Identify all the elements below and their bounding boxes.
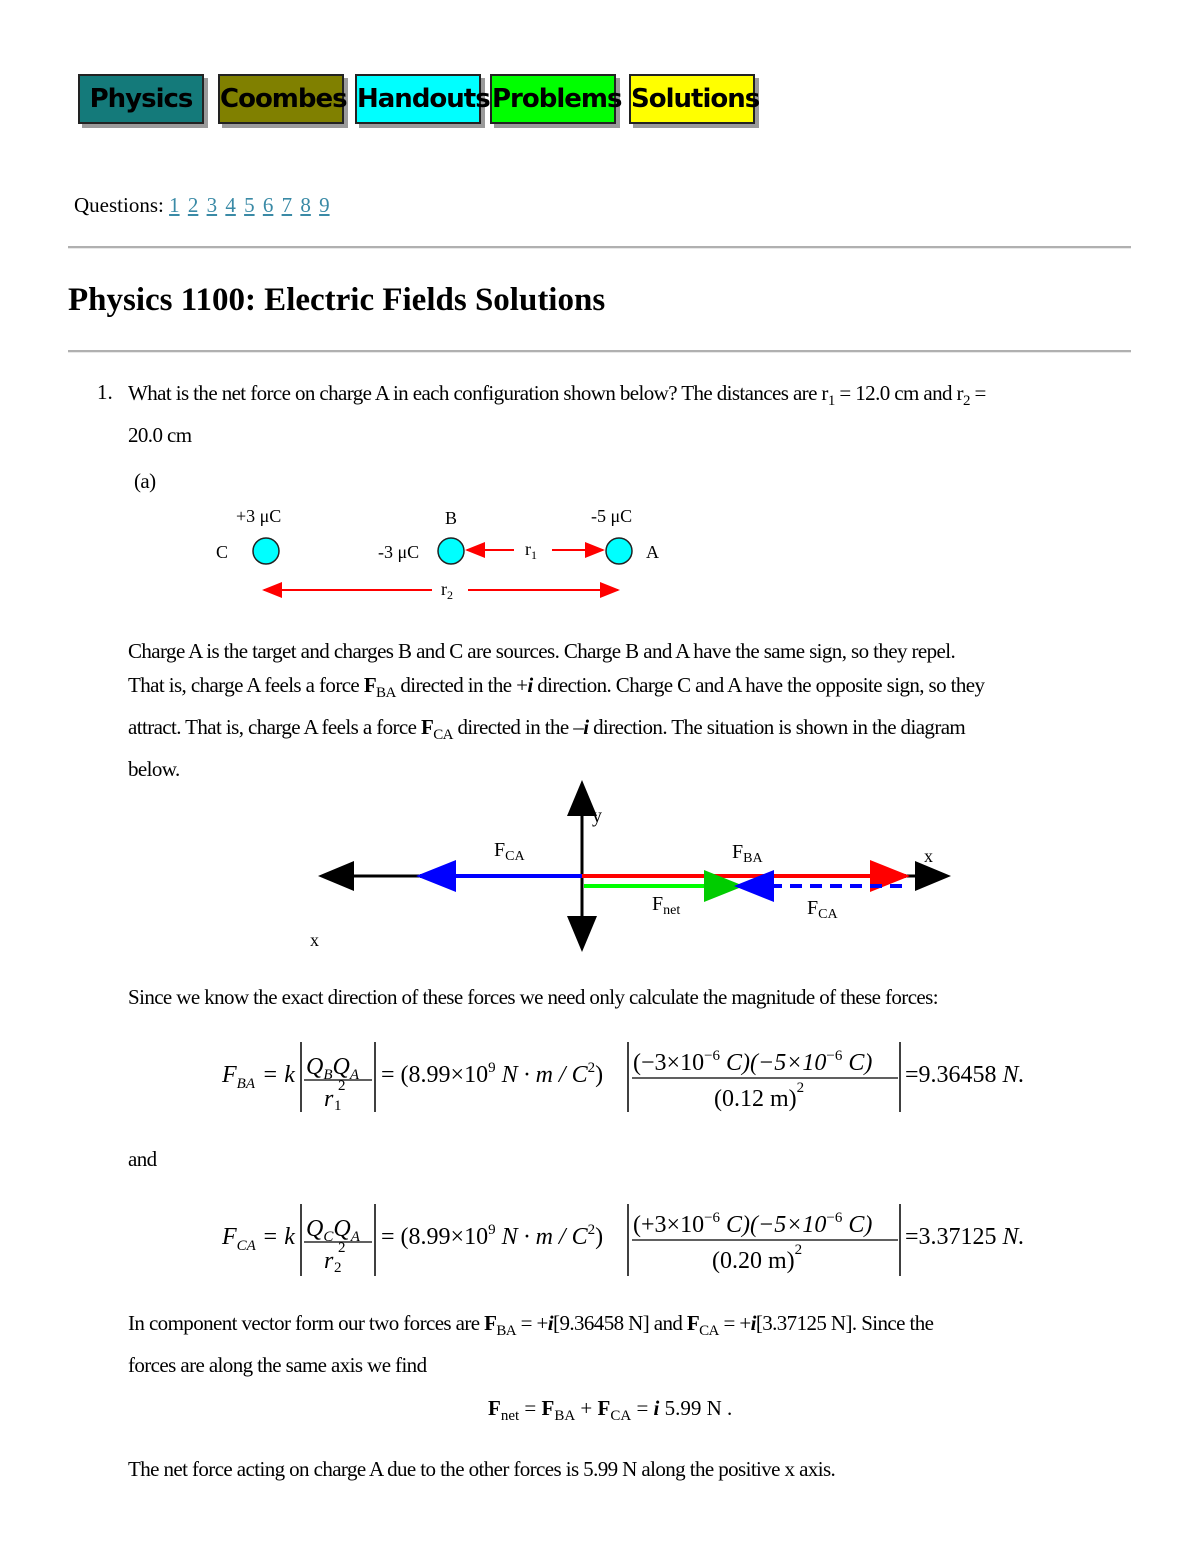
svg-text:= k: = k — [262, 1224, 295, 1250]
fca-sub: CA — [505, 849, 525, 864]
question-link-7[interactable]: 7 — [281, 193, 293, 217]
charge-b-value: -3 μC — [378, 542, 420, 562]
svg-text:r1 — [525, 539, 537, 562]
and-text: and — [128, 1147, 157, 1171]
questions-label: Questions: — [74, 193, 164, 217]
svg-text:FCA — [807, 897, 838, 922]
magnitude-intro: Since we know the exact direction of these forces we need only calculate the magnitude of these forces: — [128, 985, 938, 1009]
charge-b — [438, 538, 464, 564]
net-force-equation: $F_{net} = F_{BA} + F_{CA} = i$ 5.99 N . — [488, 1396, 733, 1425]
svg-text:FBA: $F_{BA}$ — [222, 1062, 255, 1092]
explanation-paragraph: Charge A is the target and charges B and C are sources. Charge B and A have the same sign, so they repel. That is, charge A feels a force $F_{BA}$ directed in the +i direction. Charge C and A have the opposite sign, so they attract. That is, charge A feels a force $F_{CA}$ directed in the –i direction. The situation is shown in the diagram below. — [128, 639, 985, 782]
r2-label: r — [441, 579, 447, 599]
question-link-5[interactable]: 5 — [244, 193, 255, 217]
question-link-3[interactable]: 3 — [206, 193, 218, 217]
fca-label: F — [494, 839, 506, 861]
x-axis-label: x — [924, 846, 933, 866]
r2-sub: 2 — [447, 588, 453, 602]
component-form-paragraph: In component vector form our two forces are $F_{BA} = +i[9.36458$ N] and $F_{CA} = +i[3.37125$ N]. Since the forces are along the same axis we find — [128, 1311, 934, 1378]
svg-text:FBA — [732, 841, 763, 866]
question-text: What is the net force on charge A in each configuration shown below? The distances are $r_1 = 12.0$ cm and $r_2$ = 20.0 cm — [128, 381, 986, 448]
svg-text:(0.12 m)2: (0.12 m)$^2$ — [714, 1080, 805, 1112]
y-axis-label: y — [592, 805, 602, 827]
divider-top — [68, 246, 1131, 249]
question-number: 1. — [97, 380, 113, 404]
question-link-4[interactable]: 4 — [225, 193, 236, 217]
nav-handouts-button[interactable]: Handouts — [355, 74, 481, 124]
nav-solutions-button[interactable]: Solutions — [629, 74, 755, 124]
charge-a-value: -5 μC — [591, 506, 633, 526]
equation-fca — [0, 1198, 1200, 1284]
svg-text:= k: = k — [262, 1062, 295, 1088]
svg-text:2: 2 — [338, 1078, 346, 1094]
svg-text:1: 1 — [334, 1098, 342, 1114]
svg-text:(0.20 m)2: (0.20 m)$^2$ — [712, 1242, 803, 1274]
svg-text:=3.37125 N.: =3.37125 N. — [905, 1224, 1025, 1250]
svg-text:= (8.99×109 N · m / C2): = ($8.99\times 10^9$ $N \cdot m / C^2$) — [381, 1060, 604, 1088]
fnet-sub: net — [663, 903, 681, 918]
charge-a-name: A — [646, 542, 659, 562]
r1-sub: 1 — [531, 548, 537, 562]
fba-label: F — [732, 841, 744, 863]
nav-coombes-button[interactable]: Coombes — [218, 74, 344, 124]
svg-text:2: 2 — [334, 1260, 342, 1276]
part-label: (a) — [134, 469, 156, 493]
fnet-label: F — [652, 893, 664, 915]
charge-c-value: +3 μC — [236, 506, 282, 526]
question-link-9[interactable]: 9 — [319, 193, 330, 217]
equation-fba — [0, 1036, 1200, 1122]
svg-text:= (8.99×109 N · m / C2): = ($8.99\times 10^9$ $N \cdot m / C^2$) — [381, 1222, 604, 1250]
conclusion: The net force acting on charge A due to the other forces is 5.99 N along the positive x axis. — [128, 1457, 836, 1481]
charge-configuration-diagram — [200, 498, 680, 610]
charge-c-name: C — [216, 542, 229, 562]
svg-text:=9.36458 N.: =9.36458 N. — [905, 1062, 1025, 1088]
force-vector-diagram — [300, 780, 960, 960]
question-link-2[interactable]: 2 — [187, 193, 199, 217]
svg-text:r2 — [441, 579, 453, 602]
svg-text:FCA: $F_{CA}$ — [222, 1224, 256, 1254]
charge-b-name: B — [445, 508, 458, 528]
fba-sub: BA — [743, 851, 763, 866]
question-link-1[interactable]: 1 — [169, 193, 180, 217]
svg-text:(+3×10−6 C)(−5×10−6 C): ($+3\times 10^{-6}$ $C)(-5\times 10^{-6}$ C) — [633, 1210, 873, 1238]
charge-c — [253, 538, 279, 564]
svg-text:FCA — [494, 839, 525, 864]
fca2-sub: CA — [818, 907, 838, 922]
nav-physics-button[interactable]: Physics — [78, 74, 204, 124]
svg-text:QCQA: $Q_CQ_A$ — [306, 1216, 360, 1245]
divider-under-title — [68, 350, 1131, 353]
svg-text:(−3×10−6 C)(−5×10−6 C): ($-3\times 10^{-6}$ $C)(-5\times 10^{-6}$ C) — [633, 1048, 873, 1076]
svg-text:2: 2 — [338, 1240, 346, 1256]
nav-problems-button[interactable]: Problems — [490, 74, 616, 124]
r1-label: r — [525, 539, 531, 559]
svg-text:Fnet — [652, 893, 680, 918]
question-link-8[interactable]: 8 — [300, 193, 311, 217]
fca2-label: F — [807, 897, 819, 919]
question-link-6[interactable]: 6 — [262, 193, 274, 217]
svg-text:QBQA: $Q_BQ_A$ — [306, 1054, 360, 1083]
svg-text:r: r — [324, 1248, 334, 1274]
charge-a — [606, 538, 632, 564]
x-axis-negative-label: x — [310, 930, 319, 950]
page-title: Physics 1100: Electric Fields Solutions — [68, 282, 606, 318]
svg-text:r: r — [324, 1086, 334, 1112]
questions-nav — [74, 193, 333, 218]
